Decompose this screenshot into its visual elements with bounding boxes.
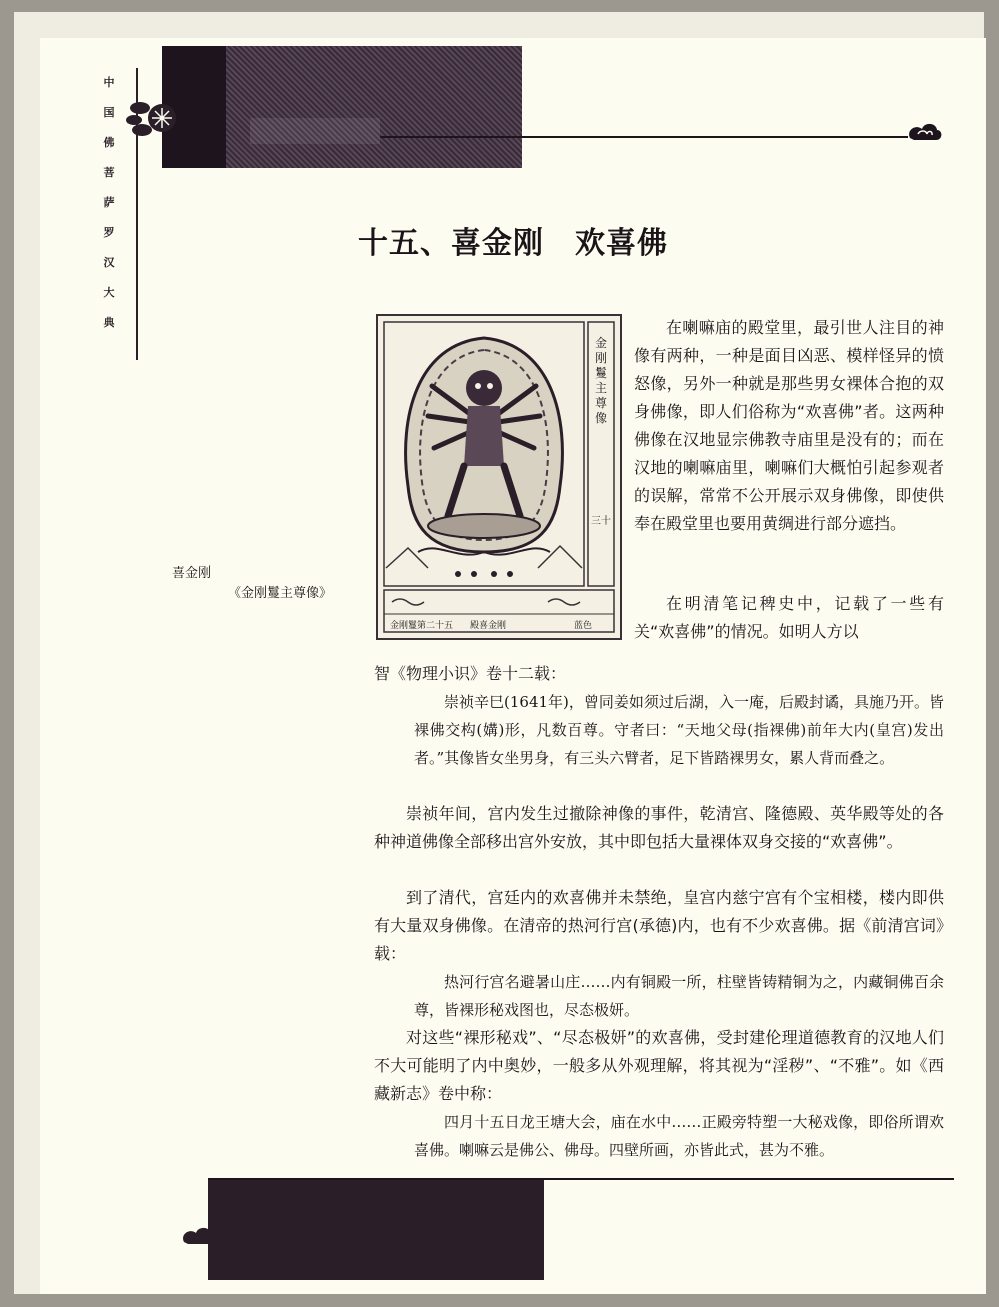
cloud-ornament-icon: [180, 1224, 220, 1250]
hevajra-illustration: [378, 316, 620, 638]
paragraph-3: 崇祯年间，宫内发生过撤除神像的事件，乾清宫、隆德殿、英华殿等处的各种神道佛像全部移出宫外安放，其中即包括大量裸体双身交接的“欢喜佛”。: [374, 804, 944, 851]
figure-bottom-right: 蓝色: [574, 621, 593, 631]
series-char: 萨: [103, 196, 115, 209]
paragraph-5: 对这些“裸形秘戏”、“尽态极妍”的欢喜佛，受封建伦理道德教育的汉地人们不大可能明了内中奥妙，一般多从外观理解，将其视为“淫秽”、“不雅”。如《西藏新志》卷中称：: [374, 1028, 944, 1103]
header-banner-texture: [250, 118, 380, 144]
figure-bottom-center: 殿喜金刚: [470, 621, 507, 631]
figure-side-number: 三十: [591, 516, 611, 527]
book-page: [40, 38, 986, 1294]
quote-1: 崇祯辛巳(1641年)，曾同姜如须过后湖，入一庵，后殿封谲，具施乃开。皆裸佛交构(媾)形，凡数百尊。守者曰：“天地父母(指裸佛)前年大内(皇宫)发出者。”其像皆女坐男身，有三头六臂者，足下皆踏裸男女，累人背而叠之。: [414, 693, 944, 767]
series-char: 汉: [103, 256, 115, 269]
series-char: 佛: [103, 136, 115, 149]
cloud-ornament-icon: [906, 120, 944, 146]
figure-side-label: 金刚鬘主尊像: [594, 336, 607, 425]
paragraph-1: 在喇嘛庙的殿堂里，最引世人注目的神像有两种，一种是面目凶恶、模样怪异的愤怒像，另外一种就是那些男女裸体合抱的双身佛像，即人们俗称为“欢喜佛”者。这两种佛像在汉地显宗佛教寺庙里是没有的；而在汉地的喇嘛庙里，喇嘛们大概怕引起参观者的误解，常常不公开展示双身佛像，即使供奉在殿堂里也要用黄绸进行部分遮挡。: [634, 318, 944, 533]
series-char: 中: [103, 76, 115, 89]
figure-caption-source: 《金刚鬘主尊像》: [228, 586, 333, 601]
paragraph-2-start: 在明清笔记稗史中，记载了一些有关“欢喜佛”的情况。如明人方以: [634, 594, 944, 641]
figure-caption-name: 喜金刚: [172, 566, 212, 581]
quote-2: 热河行宫名避暑山庄……内有铜殿一所，柱壁皆铸精铜为之，内藏铜佛百余尊，皆裸形秘戏图也，尽态极妍。: [414, 973, 944, 1019]
series-char: 罗: [103, 226, 115, 239]
lotus-ornament-icon: [122, 78, 202, 158]
page-frame: [14, 12, 984, 1294]
series-title: [100, 68, 118, 338]
deity-woodblock-figure: [376, 314, 622, 640]
chapter-title: 十五、喜金刚 欢喜佛: [358, 226, 668, 261]
series-char: 典: [103, 316, 115, 329]
series-char: 菩: [103, 166, 115, 179]
header-rule: [380, 136, 908, 138]
paragraph-4: 到了清代，宫廷内的欢喜佛并未禁绝，皇宫内慈宁宫有个宝相楼，楼内即供有大量双身佛像。在清帝的热河行宫(承德)内，也有不少欢喜佛。据《前清宫词》载：: [374, 888, 944, 963]
paragraph-2-end: 智《物理小识》卷十二载：: [374, 664, 567, 683]
series-char: 大: [103, 286, 115, 299]
footer-banner: [208, 1180, 544, 1280]
quote-3: 四月十五日龙王塘大会，庙在水中……正殿旁特塑一大秘戏像，即俗所谓欢喜佛。喇嘛云是佛公、佛母。四壁所画，亦皆此式，甚为不雅。: [414, 1113, 944, 1159]
series-char: 国: [103, 106, 115, 119]
figure-bottom-left: 金刚鬘第二十五: [390, 621, 454, 631]
